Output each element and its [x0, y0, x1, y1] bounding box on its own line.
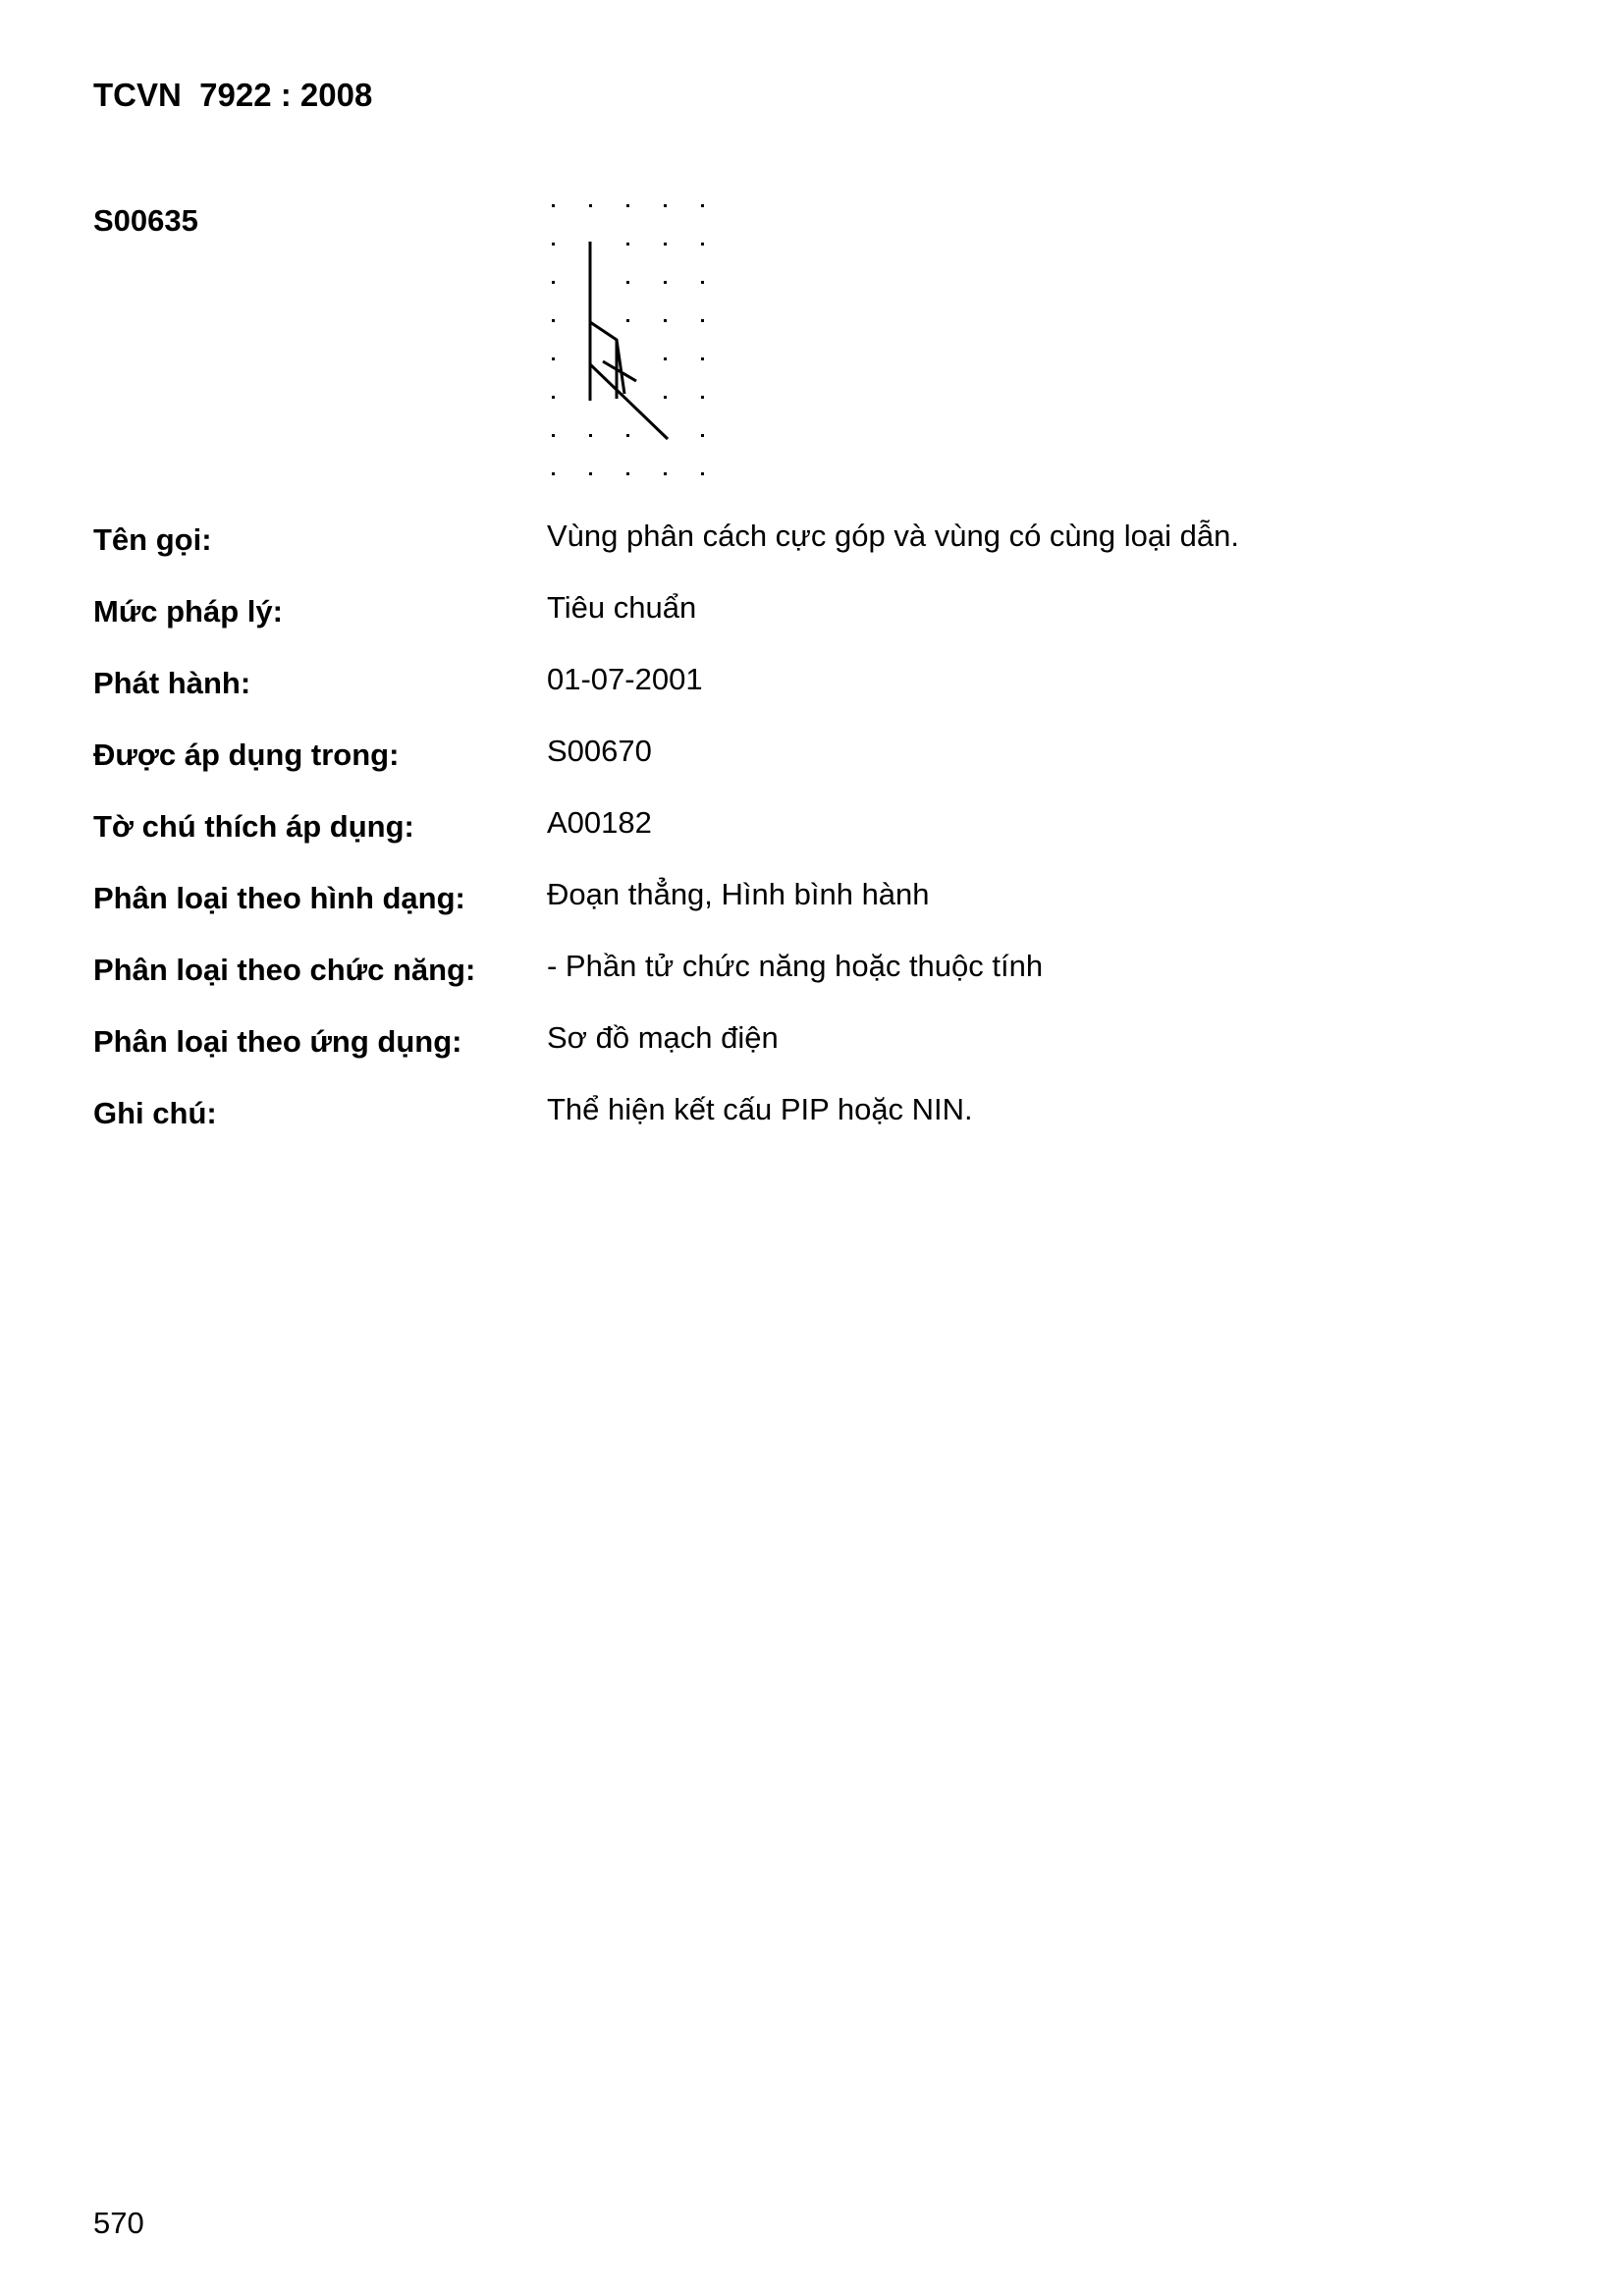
dot-grid — [552, 204, 704, 475]
field-label: Phân loại theo chức năng: — [93, 953, 476, 987]
symbol-fields — [93, 519, 1517, 1164]
field-row-name — [93, 519, 1517, 590]
field-label: Tên gọi: — [93, 522, 212, 557]
field-value: Vùng phân cách cực góp và vùng có cùng loại dẫn. — [547, 519, 1239, 553]
field-row-issued — [93, 662, 1517, 734]
field-value: S00670 — [547, 734, 652, 768]
page-number: 570 — [93, 2206, 144, 2240]
field-row-note — [93, 1092, 1517, 1164]
field-label: Tờ chú thích áp dụng: — [93, 809, 414, 844]
field-row-function-class — [93, 949, 1517, 1020]
field-label: Được áp dụng trong: — [93, 738, 400, 772]
symbol-strokes — [590, 242, 668, 439]
field-row-application-class — [93, 1020, 1517, 1092]
field-value: A00182 — [547, 805, 652, 840]
field-value: Thể hiện kết cấu PIP hoặc NIN. — [547, 1092, 973, 1126]
field-row-annotation-sheet — [93, 805, 1517, 877]
symbol-code: S00635 — [93, 203, 198, 238]
field-label: Ghi chú: — [93, 1096, 217, 1130]
field-value: Tiêu chuẩn — [547, 590, 697, 625]
collector-junction-symbol-icon — [538, 192, 734, 487]
field-label: Mức pháp lý: — [93, 594, 283, 629]
field-row-shape-class — [93, 877, 1517, 949]
field-label: Phân loại theo ứng dụng: — [93, 1024, 462, 1059]
document-header: TCVN 7922 : 2008 — [93, 77, 373, 113]
field-row-applied-in — [93, 734, 1517, 805]
field-label: Phát hành: — [93, 666, 251, 700]
field-row-legal-level — [93, 590, 1517, 662]
field-value: - Phần tử chức năng hoặc thuộc tính — [547, 949, 1044, 983]
field-value: Sơ đồ mạch điện — [547, 1020, 779, 1055]
field-value: 01-07-2001 — [547, 662, 703, 696]
field-label: Phân loại theo hình dạng: — [93, 881, 465, 915]
field-value: Đoạn thẳng, Hình bình hành — [547, 877, 930, 911]
